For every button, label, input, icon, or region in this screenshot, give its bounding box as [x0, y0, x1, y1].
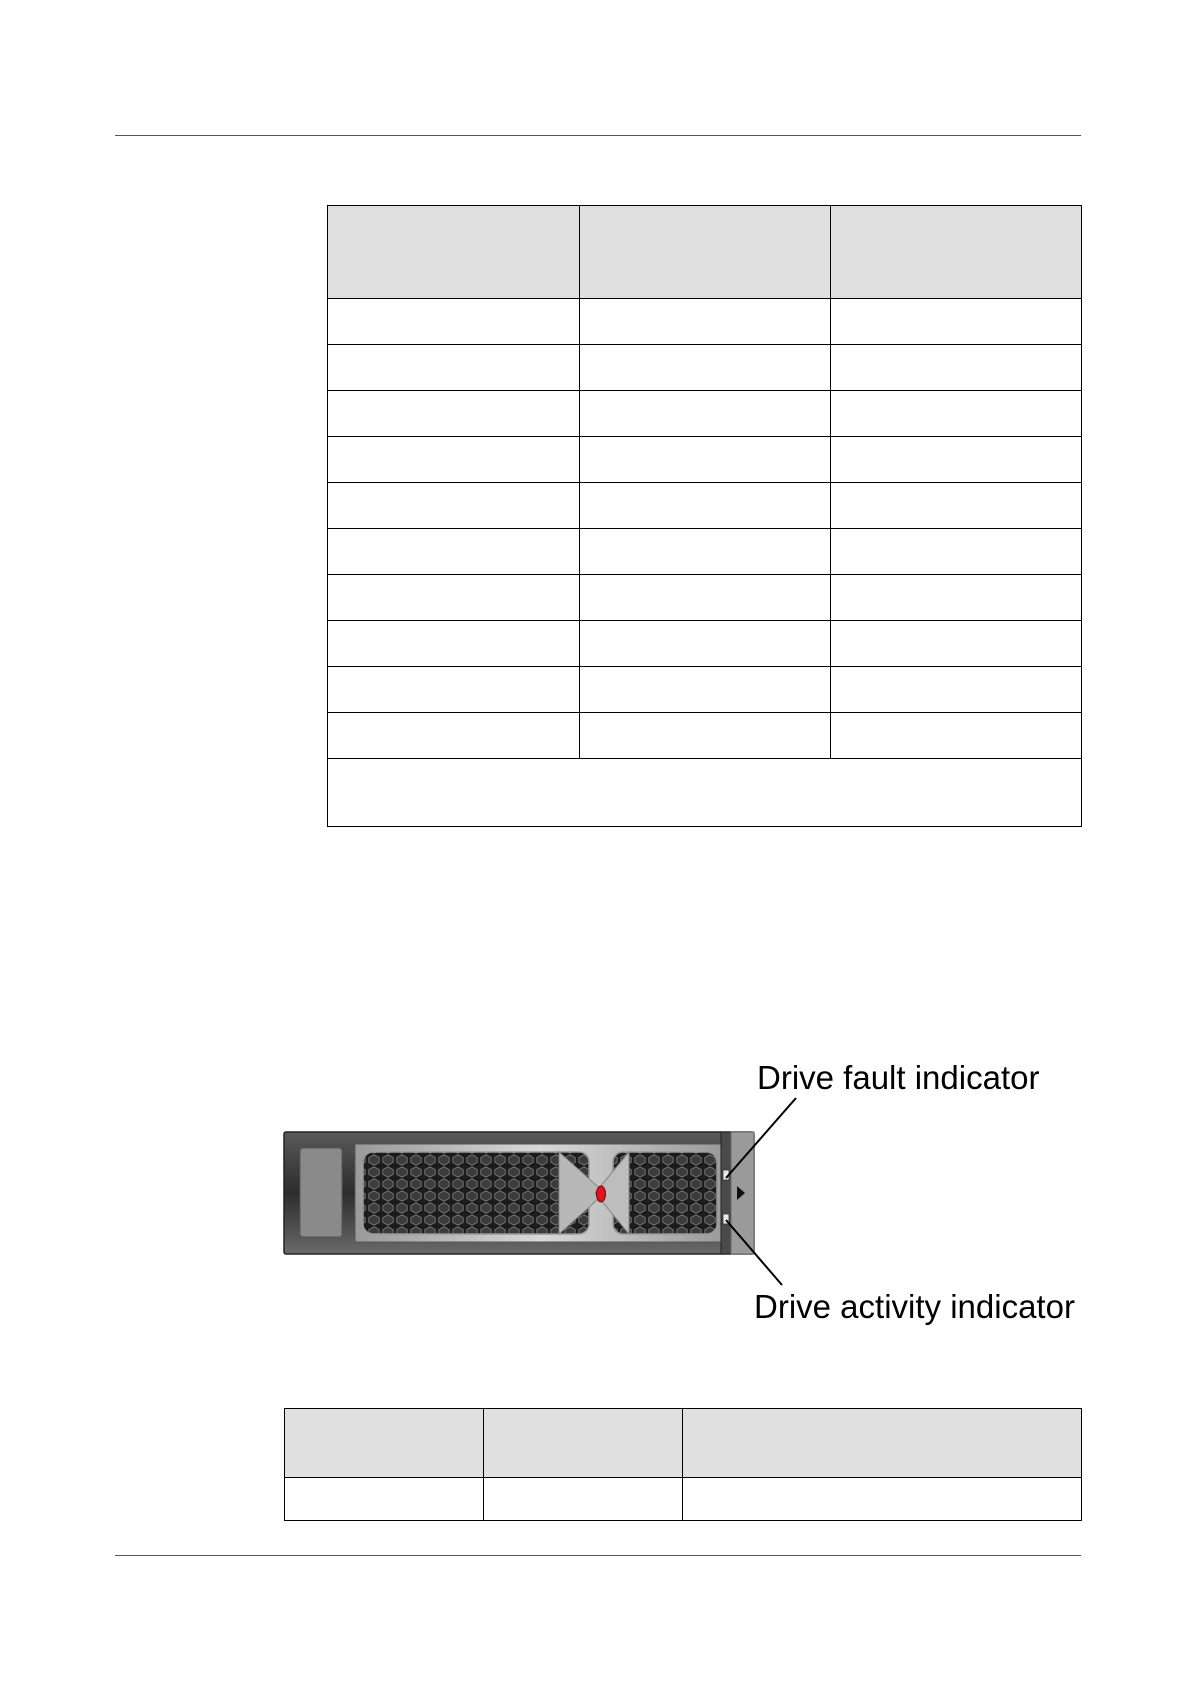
spec-table-row: [328, 667, 1082, 713]
indicator-table: [284, 1408, 1082, 1521]
activity-indicator-label: Drive activity indicator: [754, 1288, 1075, 1325]
indicator-table-header-cell: [484, 1409, 683, 1478]
spec-table-row: [328, 299, 1082, 345]
vent-grille-left: [363, 1152, 589, 1234]
spec-table-row: [328, 621, 1082, 667]
indicator-table-row: [285, 1478, 1082, 1521]
spec-table-header-row: [328, 206, 1082, 299]
drive-fault-led: [723, 1170, 729, 1180]
spec-table-note-row: [328, 759, 1082, 827]
spec-table-header-cell: [831, 206, 1082, 299]
spec-table-row: [328, 345, 1082, 391]
drive-handle-latch: [300, 1148, 342, 1237]
drive-activity-led: [723, 1214, 729, 1224]
spec-table-row: [328, 391, 1082, 437]
spec-table: [327, 205, 1082, 827]
footer-rule: [115, 1555, 1081, 1556]
fault-indicator-label: Drive fault indicator: [757, 1059, 1040, 1096]
drive-illustration: [283, 1130, 761, 1256]
header-rule: [115, 135, 1081, 136]
indicator-table-header-cell: [683, 1409, 1082, 1478]
indicator-table-header-cell: [285, 1409, 484, 1478]
spec-table-row: [328, 575, 1082, 621]
indicator-table-header-row: [285, 1409, 1082, 1478]
drive-fault-indicator-icon: [597, 1186, 606, 1202]
drive-figure: [283, 1130, 761, 1261]
spec-table-header-cell: [328, 206, 580, 299]
spec-table-row: [328, 529, 1082, 575]
spec-table-row: [328, 713, 1082, 759]
spec-table-header-cell: [580, 206, 831, 299]
spec-table-row: [328, 437, 1082, 483]
spec-table-row: [328, 483, 1082, 529]
